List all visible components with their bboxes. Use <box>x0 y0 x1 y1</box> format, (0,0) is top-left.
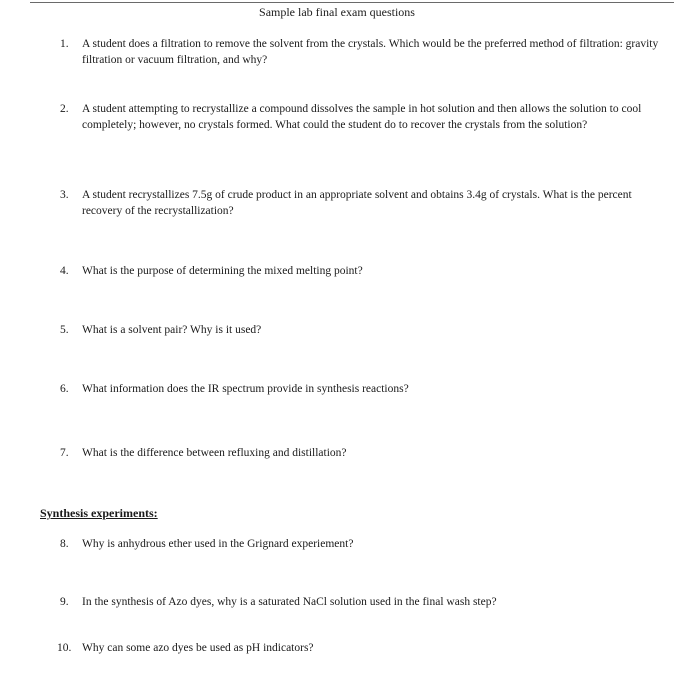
question-number: 3. <box>60 189 69 201</box>
top-rule <box>30 2 674 3</box>
question-8 <box>60 536 660 552</box>
question-text: What information does the IR spectrum provide in synthesis reactions? <box>82 383 409 395</box>
question-2 <box>60 101 660 133</box>
question-number: 6. <box>60 383 69 395</box>
question-7 <box>60 445 660 461</box>
question-text: A student recrystallizes 7.5g of crude product in an appropriate solvent and obtains 3.4g of crystals. What is the percent recovery of the recrystallization? <box>82 189 632 217</box>
question-4 <box>60 263 660 279</box>
question-6 <box>60 381 660 397</box>
page-title: Sample lab final exam questions <box>259 5 415 19</box>
question-5 <box>60 322 660 338</box>
question-text: A student does a filtration to remove the solvent from the crystals. Which would be the preferred method of filtration: gravity filtration or vacuum filtration, and why? <box>82 38 659 66</box>
question-text: A student attempting to recrystallize a compound dissolves the sample in hot solution and then allows the solution to cool completely; however, no crystals formed. What could the student do to recover the crystals from the solution? <box>82 103 642 131</box>
question-number: 1. <box>60 38 69 50</box>
question-text: What is the difference between refluxing and distillation? <box>82 447 347 459</box>
question-text: Why is anhydrous ether used in the Grignard experiement? <box>82 538 354 550</box>
question-number: 9. <box>60 596 69 608</box>
question-text: What is a solvent pair? Why is it used? <box>82 324 262 336</box>
question-3 <box>60 187 660 219</box>
question-text: In the synthesis of Azo dyes, why is a saturated NaCl solution used in the final wash step? <box>82 596 497 608</box>
question-text: What is the purpose of determining the mixed melting point? <box>82 265 363 277</box>
question-9 <box>60 594 660 610</box>
question-text: Why can some azo dyes be used as pH indicators? <box>82 642 314 654</box>
question-number: 7. <box>60 447 69 459</box>
question-number: 4. <box>60 265 69 277</box>
question-1 <box>60 36 660 68</box>
question-number: 2. <box>60 103 69 115</box>
question-number: 8. <box>60 538 69 550</box>
section-heading: Synthesis experiments: <box>40 506 158 520</box>
question-number: 10. <box>57 642 72 654</box>
question-10 <box>57 640 657 656</box>
question-number: 5. <box>60 324 69 336</box>
